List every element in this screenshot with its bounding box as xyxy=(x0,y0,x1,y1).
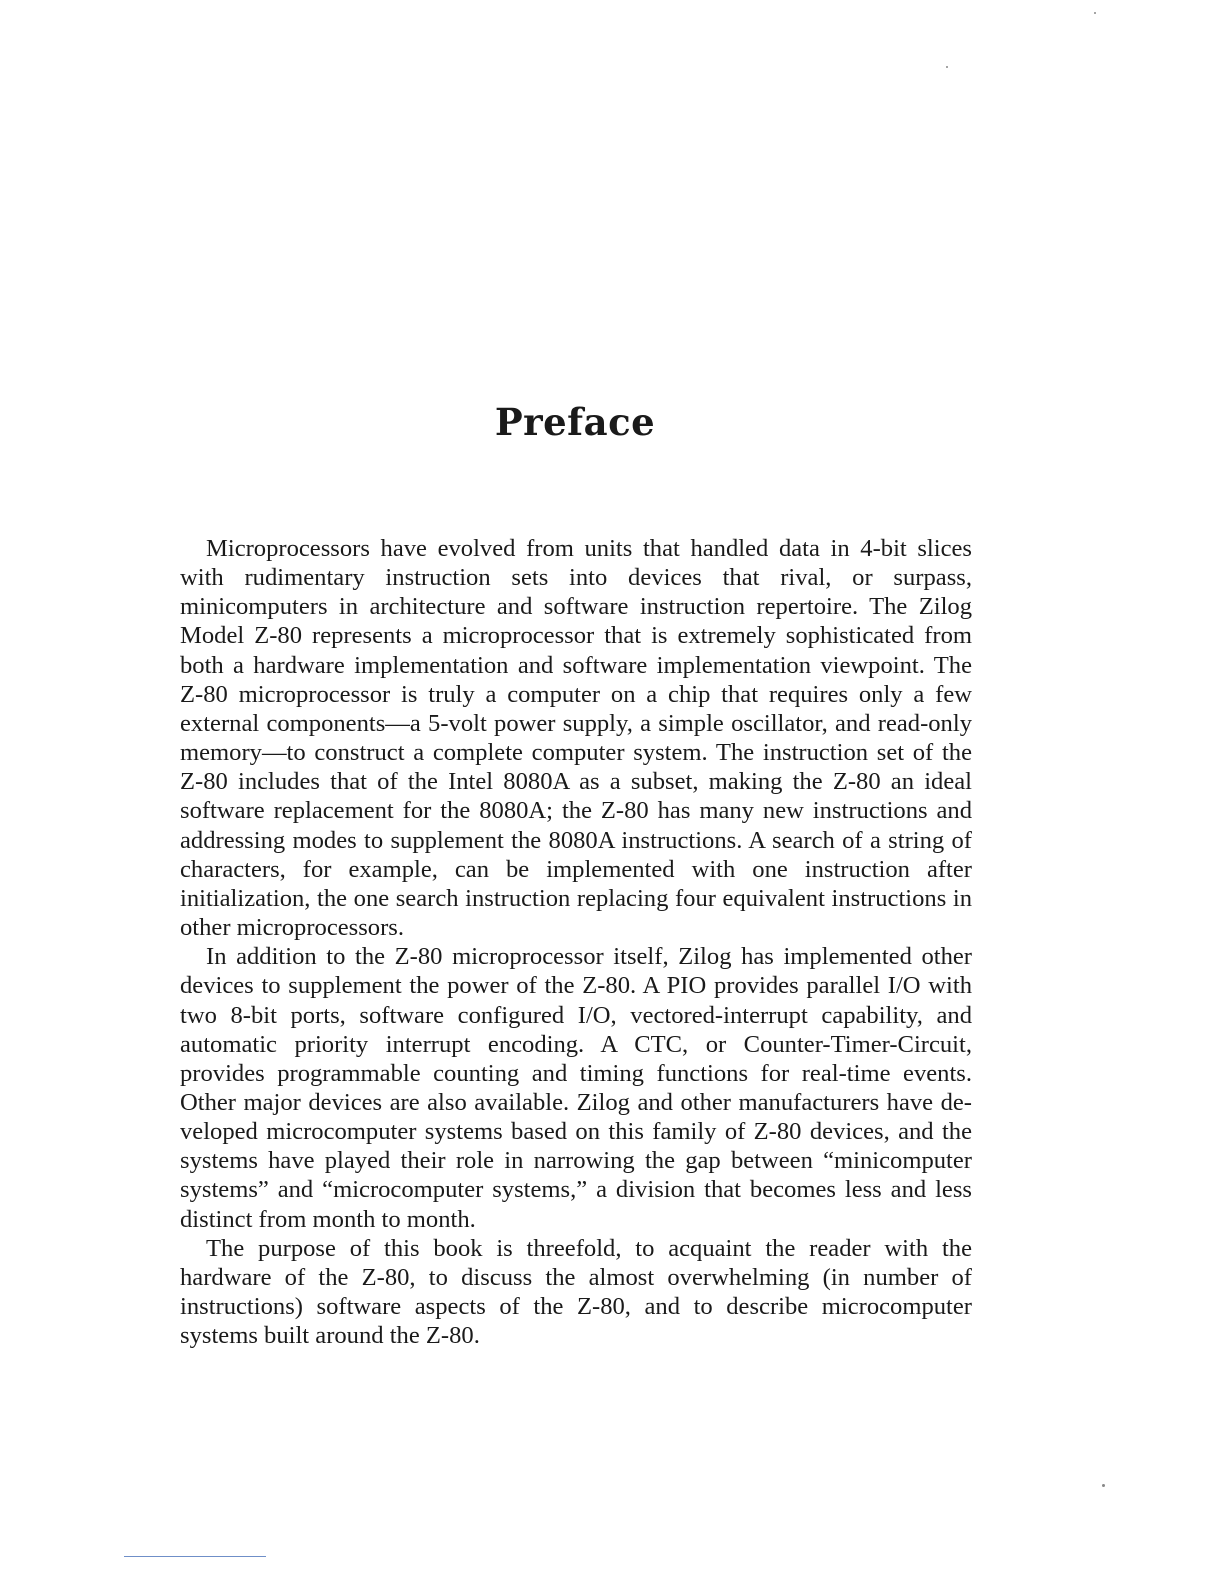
paragraph-1: Microprocessors have evolved from units that handled data in 4-bit slices with rudimentary instruction sets into devices that rival, or surpass, minicomputers in architecture and software instruction repertoire. The Zilog Model Z-80 represents a microprocessor that is extremely sophisticated from both a hardware implementation and software implementation viewpoint. The Z-80 microprocessor is truly a computer on a chip that requires only a few external components—a 5-volt power supply, a simple oscillator, and read-only memory—to construct a complete computer system. The instruction set of the Z-80 includes that of the Intel 8080A as a subset, making the Z-80 an ideal software replacement for the 8080A; the Z-80 has many new instructions and addressing modes to supplement the 8080A instructions. A search of a string of characters, for example, can be implemented with one instruction after initialization, the one search instruction replacing four equivalent instructions in other microprocessors. xyxy=(180,535,972,942)
paragraph-3: The purpose of this book is threefold, to acquaint the reader with the hardware of the Z-80, to discuss the almost overwhelming (in number of instructions) software aspects of the Z-80, and to describe microcomputer systems built around the Z-80. xyxy=(180,1234,972,1350)
scan-edge-line xyxy=(124,1556,266,1557)
scan-speck xyxy=(1102,1484,1105,1487)
page-title: Preface xyxy=(494,400,656,444)
scan-speck xyxy=(946,66,948,68)
scan-speck xyxy=(1094,12,1096,14)
paragraph-2: In addition to the Z-80 microprocessor itself, Zilog has implemented other devices to supplement the power of the Z-80. A PIO provides parallel I/O with two 8-bit ports, software configured I/O, vectored-interrupt capability, and automatic priority interrupt encoding. A CTC, or Counter-Timer-Circuit, provides programmable counting and timing functions for real-time events. Other major devices are also available. Zilog and other manufacturers have developed microcomputer systems based on this family of Z-80 devices, and the systems have played their role in narrowing the gap between “minicomputer systems” and “microcomputer systems,” a division that becomes less and less distinct from month to month. xyxy=(180,943,972,1233)
body-text xyxy=(180,534,972,1350)
